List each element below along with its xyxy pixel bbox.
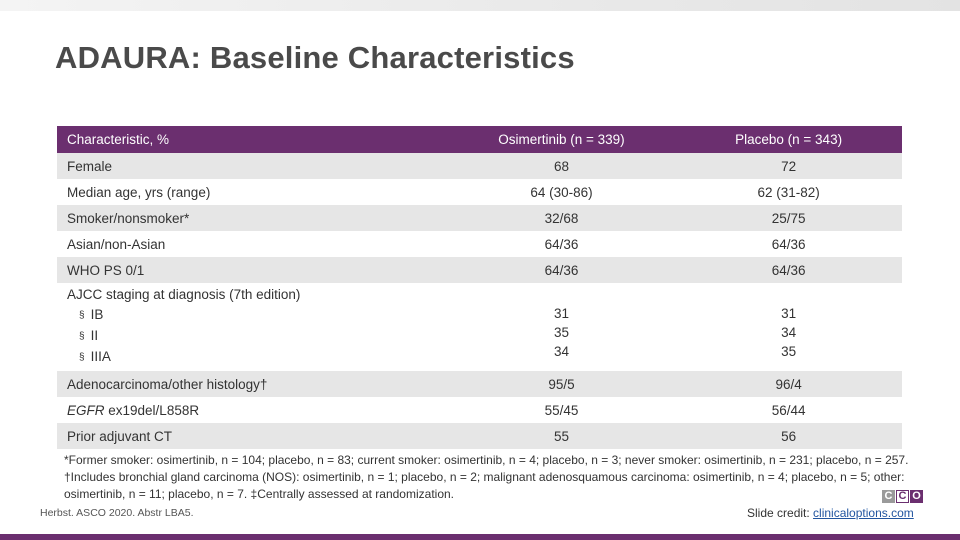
row-label: Asian/non-Asian: [67, 236, 166, 252]
top-gradient-bar: [0, 0, 960, 11]
osimertinib-value: 68: [448, 153, 676, 179]
osimertinib-value: 55: [448, 423, 676, 449]
osimertinib-value: 31: [553, 306, 569, 321]
placebo-value: 62 (31-82): [757, 184, 820, 200]
table-row: [57, 179, 902, 205]
row-label: Prior adjuvant CT: [57, 423, 448, 449]
bottom-bar: [0, 534, 960, 540]
placebo-staging-values: [685, 283, 892, 361]
row-label: Female: [57, 153, 448, 179]
osimertinib-value: 64/36: [448, 257, 676, 283]
table-header-row: [57, 126, 902, 153]
row-label: Adenocarcinoma/other histology†: [57, 371, 448, 397]
placebo-value: 34: [781, 325, 797, 340]
list-item: [79, 326, 438, 347]
osimertinib-value: 34: [553, 344, 569, 359]
table-row: [57, 205, 902, 231]
row-label: Smoker/nonsmoker*: [57, 205, 448, 231]
bullet-icon: §: [79, 310, 85, 321]
staging-label: AJCC staging at diagnosis (7th edition): [67, 287, 301, 302]
placebo-value: 64/36: [675, 257, 902, 283]
row-label: [57, 397, 448, 423]
logo-letter: C: [896, 490, 909, 503]
osimertinib-value: 64/36: [544, 236, 579, 252]
egfr-label: EGFR: [67, 402, 105, 418]
osimertinib-value: 55/45: [544, 402, 579, 418]
osimertinib-staging-cell: [448, 283, 676, 371]
baseline-characteristics-table: [57, 126, 902, 449]
row-label: Median age, yrs (range): [67, 184, 211, 200]
staging-list: [67, 305, 438, 368]
list-item: [79, 305, 438, 326]
osimertinib-value: 95/5: [448, 371, 676, 397]
citation: Herbst. ASCO 2020. Abstr LBA5.: [40, 507, 194, 519]
table-row: [57, 397, 902, 423]
credit-label: Slide credit:: [747, 506, 814, 520]
bullet-icon: §: [79, 331, 85, 342]
placebo-staging-cell: [675, 283, 902, 371]
table-row: [57, 231, 902, 257]
header-placebo: Placebo (n = 343): [675, 126, 902, 153]
slide-credit: [747, 506, 914, 520]
placebo-value: 56: [675, 423, 902, 449]
table-row: [57, 371, 902, 397]
osimertinib-value: 32/68: [448, 205, 676, 231]
placebo-value: 64/36: [771, 236, 806, 252]
table-row: [57, 423, 902, 449]
osimertinib-value: 64 (30-86): [530, 184, 593, 200]
osimertinib-value: 35: [553, 325, 569, 340]
placebo-value: 72: [675, 153, 902, 179]
bullet-icon: §: [79, 352, 85, 363]
egfr-label-rest: ex19del/L858R: [104, 402, 200, 418]
cco-logo: [882, 490, 923, 503]
staging-label-cell: [57, 283, 448, 371]
list-item: [79, 347, 438, 368]
placebo-value: 96/4: [675, 371, 902, 397]
osimertinib-staging-values: [458, 283, 666, 361]
logo-letter: C: [882, 490, 895, 503]
row-label: WHO PS 0/1: [57, 257, 448, 283]
slide-title: ADAURA: Baseline Characteristics: [55, 40, 575, 75]
stage-label: II: [90, 328, 99, 343]
header-characteristic: Characteristic, %: [57, 126, 448, 153]
staging-row: [57, 283, 902, 371]
header-osimertinib: Osimertinib (n = 339): [448, 126, 676, 153]
table-row: [57, 257, 902, 283]
logo-letter: O: [910, 490, 923, 503]
placebo-value: 56/44: [771, 402, 806, 418]
placebo-value: 31: [781, 306, 797, 321]
table-row: [57, 153, 902, 179]
placebo-value: 35: [781, 344, 797, 359]
stage-label: IIIA: [90, 349, 111, 364]
placebo-value: 25/75: [675, 205, 902, 231]
credit-link[interactable]: clinicaloptions.com: [813, 506, 914, 520]
stage-label: IB: [90, 307, 104, 322]
footnote: *Former smoker: osimertinib, n = 104; placebo, n = 83; current smoker: osimertinib, n = 4; placebo, n = 3; never smoker: osimertinib, n = 231; placebo, n = 257. †Includes bronchial gland carcinoma (NOS): osimertinib, n = 1; placebo, n = 2; malignant adenosquamous carcinoma: osimertinib, n = 4; placebo, n = 5; other: osimertinib, n = 11; placebo, n = 7. ‡Centrally assessed at randomization.: [64, 453, 909, 501]
